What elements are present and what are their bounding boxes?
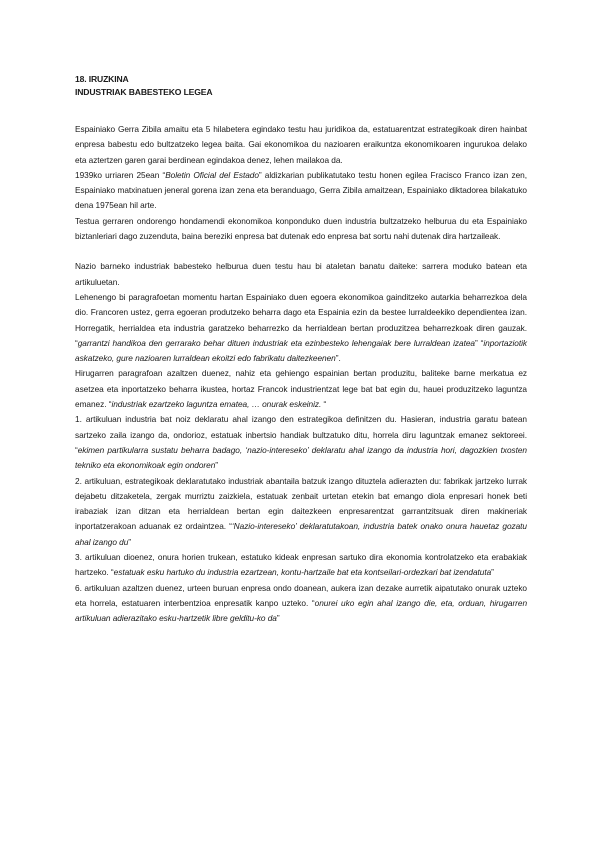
- text-run: ” “: [474, 337, 484, 348]
- text-run: 6. artikuluan azaltzen duenez, urteen buruan enpresa ondo doanean, aukera izan dezake aurretik aipatutako onurak uzteko eta horrela, estatuaren interbentzioa enpresatik kanpo uzteko. “: [75, 582, 527, 608]
- spacer: [75, 244, 527, 259]
- text-run: “: [321, 399, 327, 410]
- quote: ekimen partikularra sustatu beharra badago, ‘nazio-intereseko’ deklaratu ahal izango da industria hori, dagozkien txosten tekniko eta ekonomikoak egin ondoren: [75, 444, 527, 471]
- article-6-paragraph: [75, 581, 527, 627]
- text-run: ”: [276, 613, 280, 624]
- text-run: ”: [215, 460, 218, 471]
- analysis-paragraph-law: [75, 366, 527, 412]
- text-run: ” aldizkarian publikatutako testu honen egilea Fracisco Franco izan zen, Espainiako matxinatuen jeneral gorena izan zena eta beranduago, Gerra Zibila amaitzean, Espainiako diktadorea bilakatuko dena 1975ean hil arte.: [75, 169, 527, 211]
- text-run: 1. artikuluan industria bat noiz deklaratu ahal izango den estrategikoa definitzen du. Hasieran, industria garatu batean sartzeko zaila izango da, ondorioz, estatuak inbertsio handiak bultzatuko ditu, horrela diru laguntzak emanez sektoreei. “: [75, 414, 527, 455]
- quote: onurei uko egin ahal izango die, eta, orduan, hirugarren artikuluan adierazitako esku-hartzetik libre gelditu-ko da: [75, 597, 528, 624]
- quoted-source: Boletin Oficial del Estado: [165, 169, 259, 180]
- intro-paragraph-classification: Espainiako Gerra Zibila amaitu eta 5 hilabetera egindako testu hau juridikoa da, estatuarentzat estrategikoak diren hainbat enpresa babestu edo bultzatzeko legea baita. Gai ekonomikoa du nazioaren eraikuntza ekonomikoaren ingurukoa delako eta aztertzen garen garai berdinean egindakoa denez, lehen mailakoa da.: [75, 124, 527, 165]
- analysis-paragraph-structure: Nazio barneko industriak babesteko helburua duen testu hau bi ataletan banatu daiteke: sarrera moduko batean eta artikuluetan.: [75, 261, 527, 287]
- quote: ‘Nazio-intereseko’ deklaratutakoan, industria batek onako onura hauetaz gozatu ahal izango du: [75, 521, 527, 547]
- text-run: ”.: [335, 353, 341, 364]
- text-run: ”: [128, 536, 131, 547]
- text-run: 1939ko urriaren 25ean “: [75, 169, 166, 180]
- quote: inportaziotik askatzeko, gure nazioaren lurraldean ekoitzi edo fabrikatu daitezkeenen: [75, 337, 527, 364]
- article-1-paragraph: [75, 412, 527, 473]
- intro-paragraph-author: [75, 168, 527, 214]
- quote: garrantzi handikoa den gerrarako behar dituen industriak eta ezinbesteko lehengaiak bere lurraldean izatea: [77, 337, 475, 348]
- text-run: Hirugarren paragrafoan azaltzen duenez, nahiz eta gehiengo espainian bertan produzitu, baliteke barne merkatua ez asetzea eta inportatzeko beharra ikustea, hortaz Francok industrientzat lege bat bat egin du, hauei produzitzeko laguntza emanez. “: [75, 368, 527, 410]
- quote: industriak ezartzeko laguntza ematea, … onurak eskeiniz.: [111, 399, 322, 410]
- article-2-paragraph: [75, 474, 527, 550]
- text-run: 3. artikuluan dioenez, onura horien trukean, estatuko kideak enpresan sartuko dira ekonomia kontrolatzeko eta erabakiak hartzeko. “: [75, 552, 527, 578]
- article-3-paragraph: [75, 550, 527, 581]
- text-run: Lehenengo bi paragrafoetan momentu hartan Espainiako duen egoera ekonomikoa gainditzeko autarkia beharrezkoa dela dio. Francoren ustez, gerra egoeran produtzeko beharra dago eta Espainia ezin da bestee lurraldeekiko dependientea izan. Horregatik, herrialdea eta industria garatzeko beharrezko da herrialdean bertan produzitzea beharrezkoak diren gauzak. “: [75, 291, 527, 348]
- document-title: INDUSTRIAK BABESTEKO LEGEA: [75, 86, 213, 97]
- text-run: 2. artikuluan, estrategikoak deklaratutako industriak abantaila batzuk izango dituztela adierazten du: fabrikak jartzeko lurrak dejabetu ditzaketela, zergak murriztu zaizkiela, estatuak zenbait urtetan etekin bat emango diola enpresari honek beti irabaziak izan ditzan eta herrialdean bertan egin daitezkeen enpresarentzat garrantzitsuak diren makineriak inportatzerakoan aduanak ez ordaintzea. “: [75, 475, 527, 532]
- analysis-paragraph-autarky: [75, 290, 527, 366]
- text-run: ”: [491, 567, 494, 578]
- spacer: [75, 98, 527, 122]
- intro-paragraph-purpose: Testua gerraren ondorengo hondamendi ekonomikoa konponduko duen industria bultzatzeko helburua du eta Espainiako biztanleriari dago zuzenduta, baina bereziki enpresa bat dutenak edo enpresa bat sortu nahi dutenak dira hartzaileak.: [75, 215, 527, 242]
- document-body: [75, 73, 527, 627]
- quote: estatuak esku hartuko du industria ezartzean, kontu-hartzaile bat eta kontseilari-ordezkari bat izendatuta: [113, 567, 492, 578]
- commentary-number: 18. IRUZKINA: [75, 74, 129, 84]
